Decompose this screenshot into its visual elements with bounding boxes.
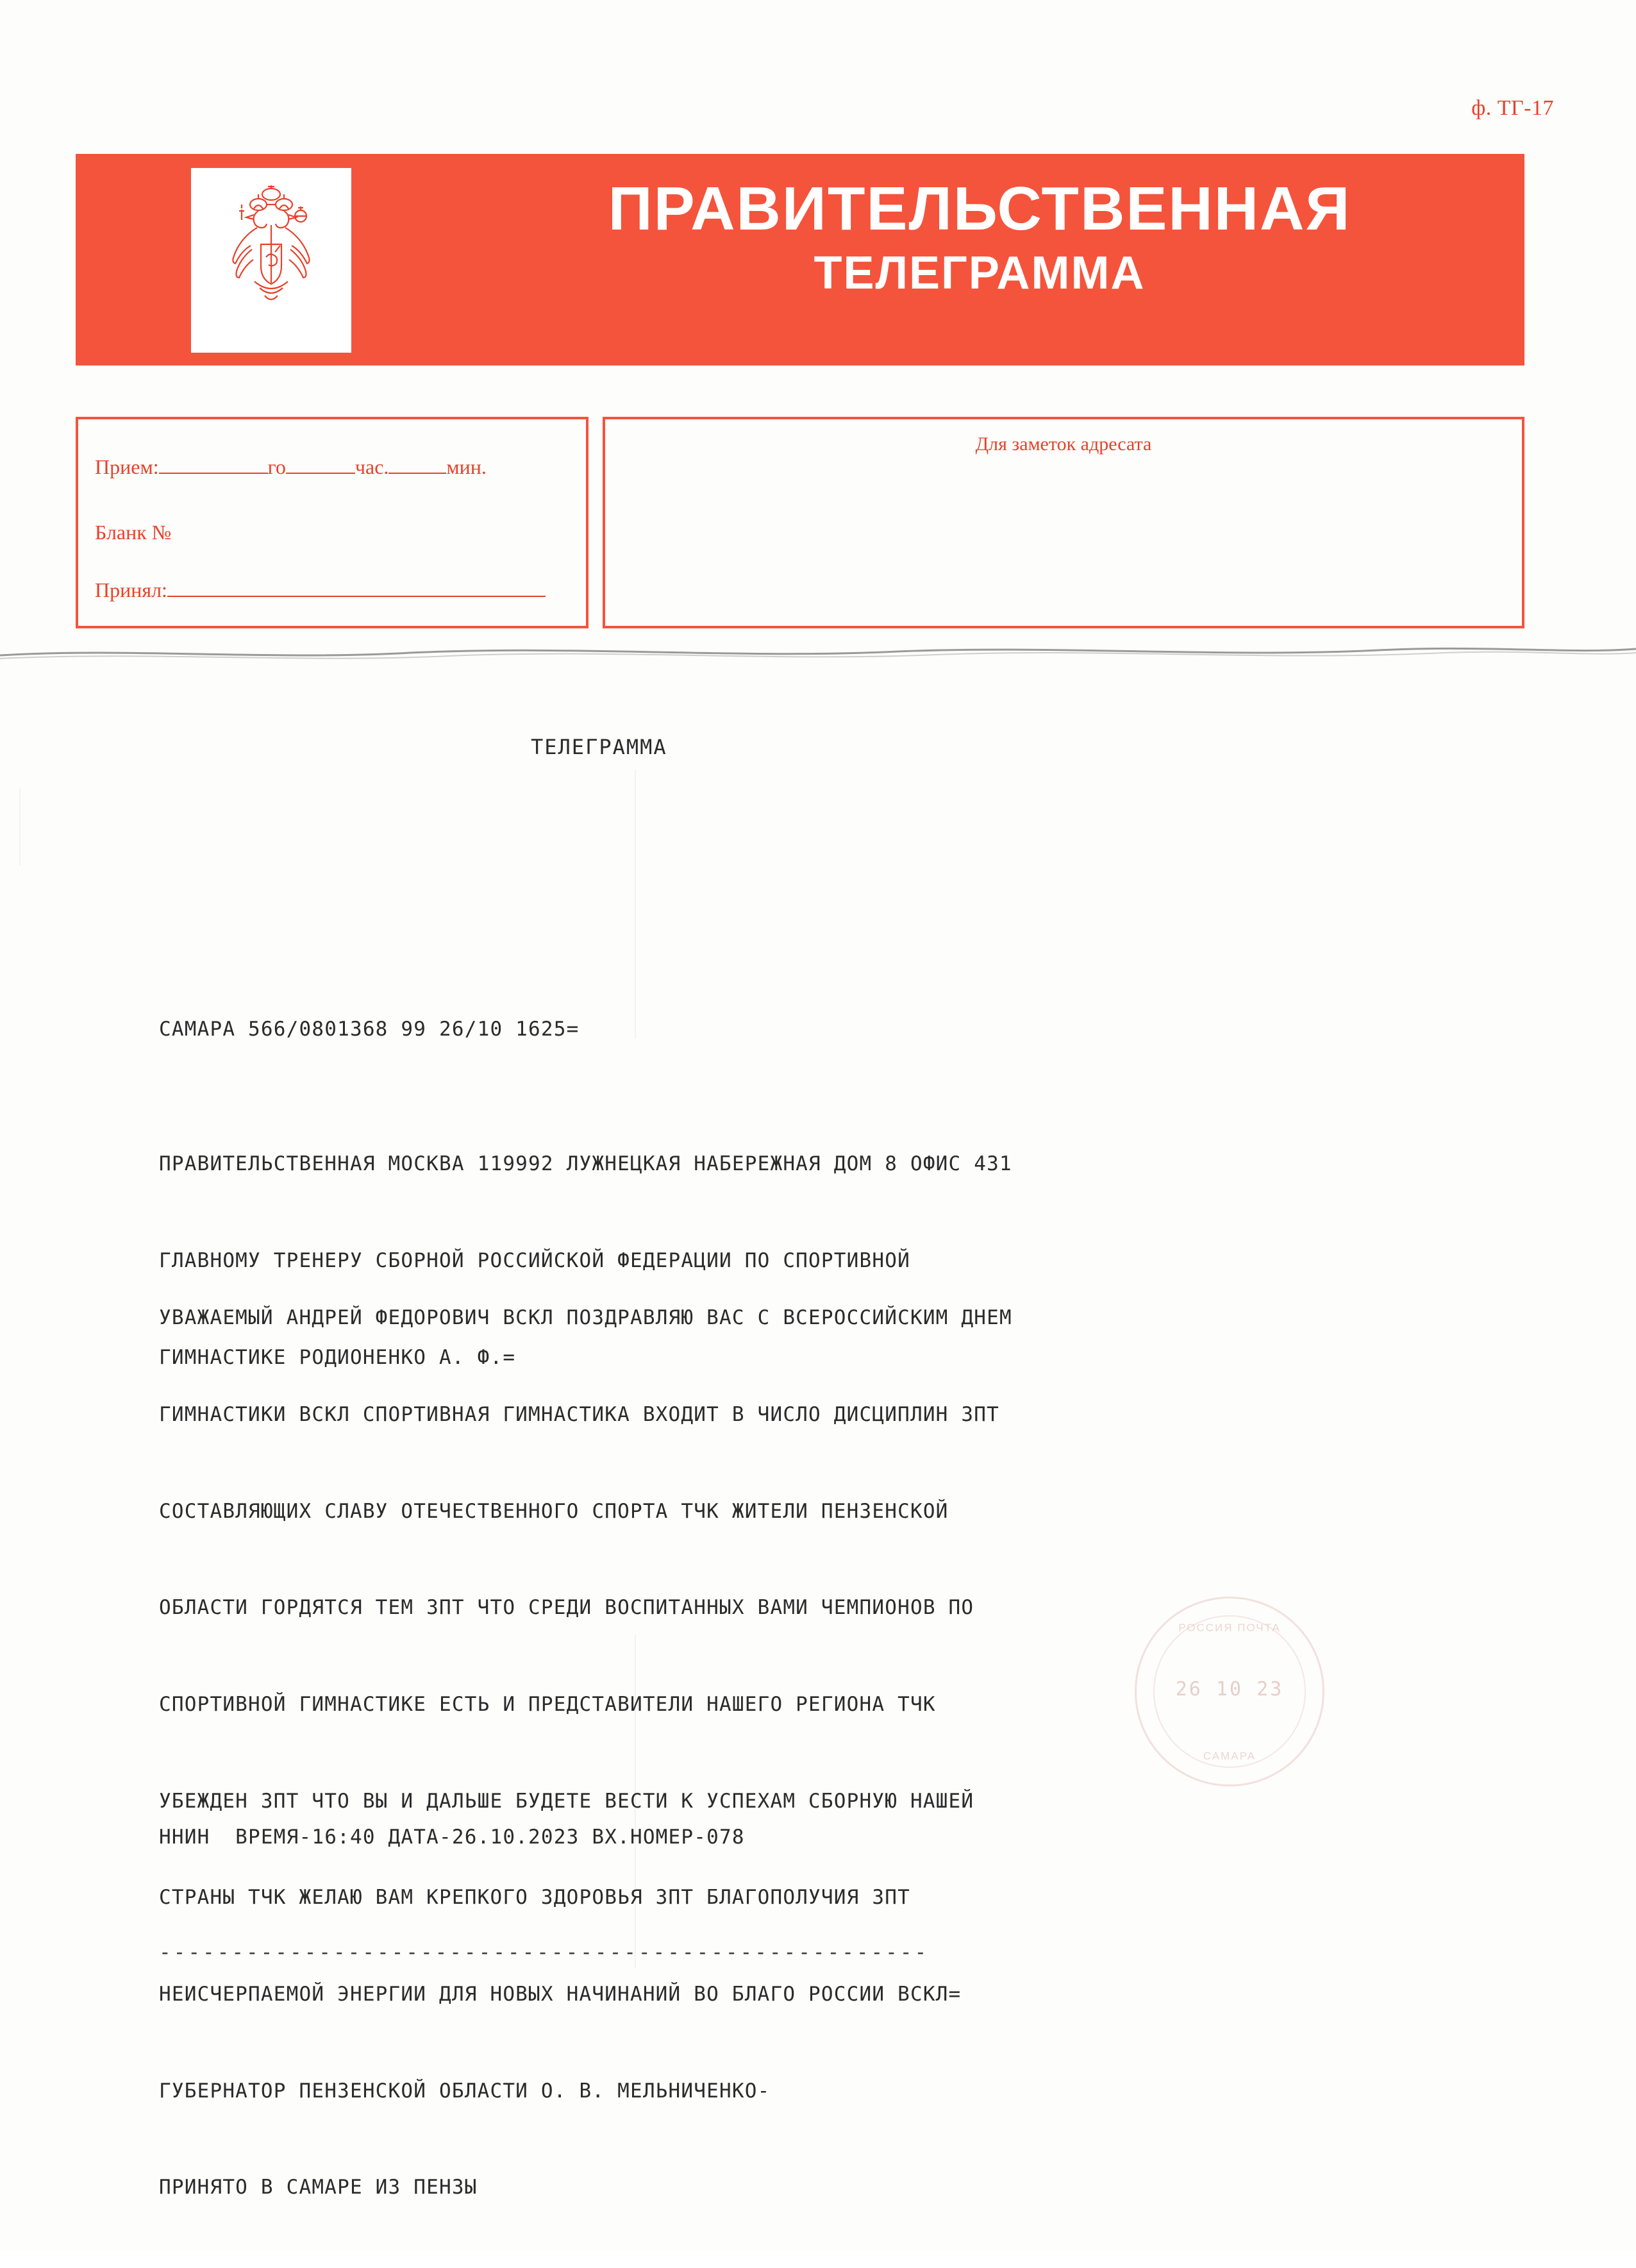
address-line: ГЛАВНОМУ ТРЕНЕРУ СБОРНОЙ РОССИЙСКОЙ ФЕДЕРАЦИИ ПО СПОРТИВНОЙ	[159, 1249, 910, 1273]
telegram-separator: -----------------------------------------------------	[159, 1941, 930, 1964]
addressee-notes-box[interactable]	[603, 417, 1524, 628]
priem-unit-go: го	[267, 455, 286, 478]
russian-coat-of-arms-icon	[213, 185, 329, 336]
message-line: НЕИСЧЕРПАЕМОЙ ЭНЕРГИИ ДЛЯ НОВЫХ НАЧИНАНИЙ ВО БЛАГО РОССИИ ВСКЛ=	[159, 1983, 962, 2006]
reception-box	[76, 417, 588, 628]
telegram-word: ТЕЛЕГРАММА	[531, 735, 667, 759]
telegram-message-block	[159, 1238, 1012, 2268]
message-line: ГИМНАСТИКИ ВСКЛ СПОРТИВНАЯ ГИМНАСТИКА ВХОДИТ В ЧИСЛО ДИСЦИПЛИН ЗПТ	[159, 1403, 999, 1427]
reception-field-prinyal	[95, 578, 546, 602]
addressee-notes-label: Для заметок адресата	[975, 433, 1152, 455]
telegram-footer-line: ННИН ВРЕМЯ-16:40 ДАТА-26.10.2023 ВХ.НОМЕР-078	[159, 1826, 745, 1849]
priem-date-rule[interactable]	[159, 473, 268, 474]
reception-field-blank	[95, 521, 171, 544]
priem-hour-rule[interactable]	[286, 473, 355, 474]
postal-stamp-date: 26 10 23	[1175, 1678, 1284, 1701]
banner-titles	[486, 174, 1473, 300]
prinyal-label: Принял:	[95, 578, 167, 601]
emblem-container	[191, 168, 351, 353]
priem-minute-rule[interactable]	[388, 473, 446, 474]
message-line: УВАЖАЕМЫЙ АНДРЕЙ ФЕДОРОВИЧ ВСКЛ ПОЗДРАВЛЯЮ ВАС С ВСЕРОССИЙСКИМ ДНЕМ	[159, 1306, 1012, 1330]
banner-title-secondary: ТЕЛЕГРАММА	[814, 247, 1146, 299]
banner-title-primary: ПРАВИТЕЛЬСТВЕННАЯ	[608, 174, 1351, 243]
priem-unit-min: мин.	[446, 455, 487, 478]
torn-paper-edge	[0, 641, 1636, 667]
address-line: ГИМНАСТИКЕ РОДИОНЕНКО А. Ф.=	[159, 1345, 516, 1369]
priem-label: Прием:	[95, 455, 159, 478]
message-line: ГУБЕРНАТОР ПЕНЗЕНСКОЙ ОБЛАСТИ О. В. МЕЛЬНИЧЕНКО-	[159, 2079, 771, 2103]
telegram-header-banner	[76, 154, 1524, 365]
postal-stamp-top-text: РОССИЯ ПОЧТА	[1178, 1622, 1281, 1634]
scan-artifact	[19, 789, 21, 866]
message-line: СПОРТИВНОЙ ГИМНАСТИКЕ ЕСТЬ И ПРЕДСТАВИТЕЛИ НАШЕГО РЕГИОНА ТЧК	[159, 1693, 936, 1717]
message-line: СТРАНЫ ТЧК ЖЕЛАЮ ВАМ КРЕПКОГО ЗДОРОВЬЯ ЗПТ БЛАГОПОЛУЧИЯ ЗПТ	[159, 1886, 910, 1910]
postal-stamp	[1135, 1597, 1324, 1786]
scan-artifact	[635, 769, 636, 1039]
message-line: СОСТАВЛЯЮЩИХ СЛАВУ ОТЕЧЕСТВЕННОГО СПОРТА ТЧК ЖИТЕЛИ ПЕНЗЕНСКОЙ	[159, 1499, 949, 1523]
telegram-route-line: САМАРА 566/0801368 99 26/10 1625=	[159, 1018, 580, 1041]
prinyal-rule[interactable]	[167, 596, 546, 597]
blank-label: Бланк №	[95, 521, 172, 544]
form-code: ф. ТГ-17	[1471, 96, 1554, 120]
reception-field-priem	[95, 455, 487, 479]
message-line: ОБЛАСТИ ГОРДЯТСЯ ТЕМ ЗПТ ЧТО СРЕДИ ВОСПИТАННЫХ ВАМИ ЧЕМПИОНОВ ПО	[159, 1596, 974, 1620]
priem-unit-chas: час.	[355, 455, 389, 478]
address-line: ПРАВИТЕЛЬСТВЕННАЯ МОСКВА 119992 ЛУЖНЕЦКАЯ НАБЕРЕЖНАЯ ДОМ 8 ОФИС 431	[159, 1152, 1012, 1176]
message-line: УБЕЖДЕН ЗПТ ЧТО ВЫ И ДАЛЬШЕ БУДЕТЕ ВЕСТИ К УСПЕХАМ СБОРНУЮ НАШЕЙ	[159, 1789, 974, 1813]
message-line: ПРИНЯТО В САМАРЕ ИЗ ПЕНЗЫ	[159, 2176, 478, 2199]
postal-stamp-bottom-text: САМАРА	[1203, 1750, 1256, 1762]
